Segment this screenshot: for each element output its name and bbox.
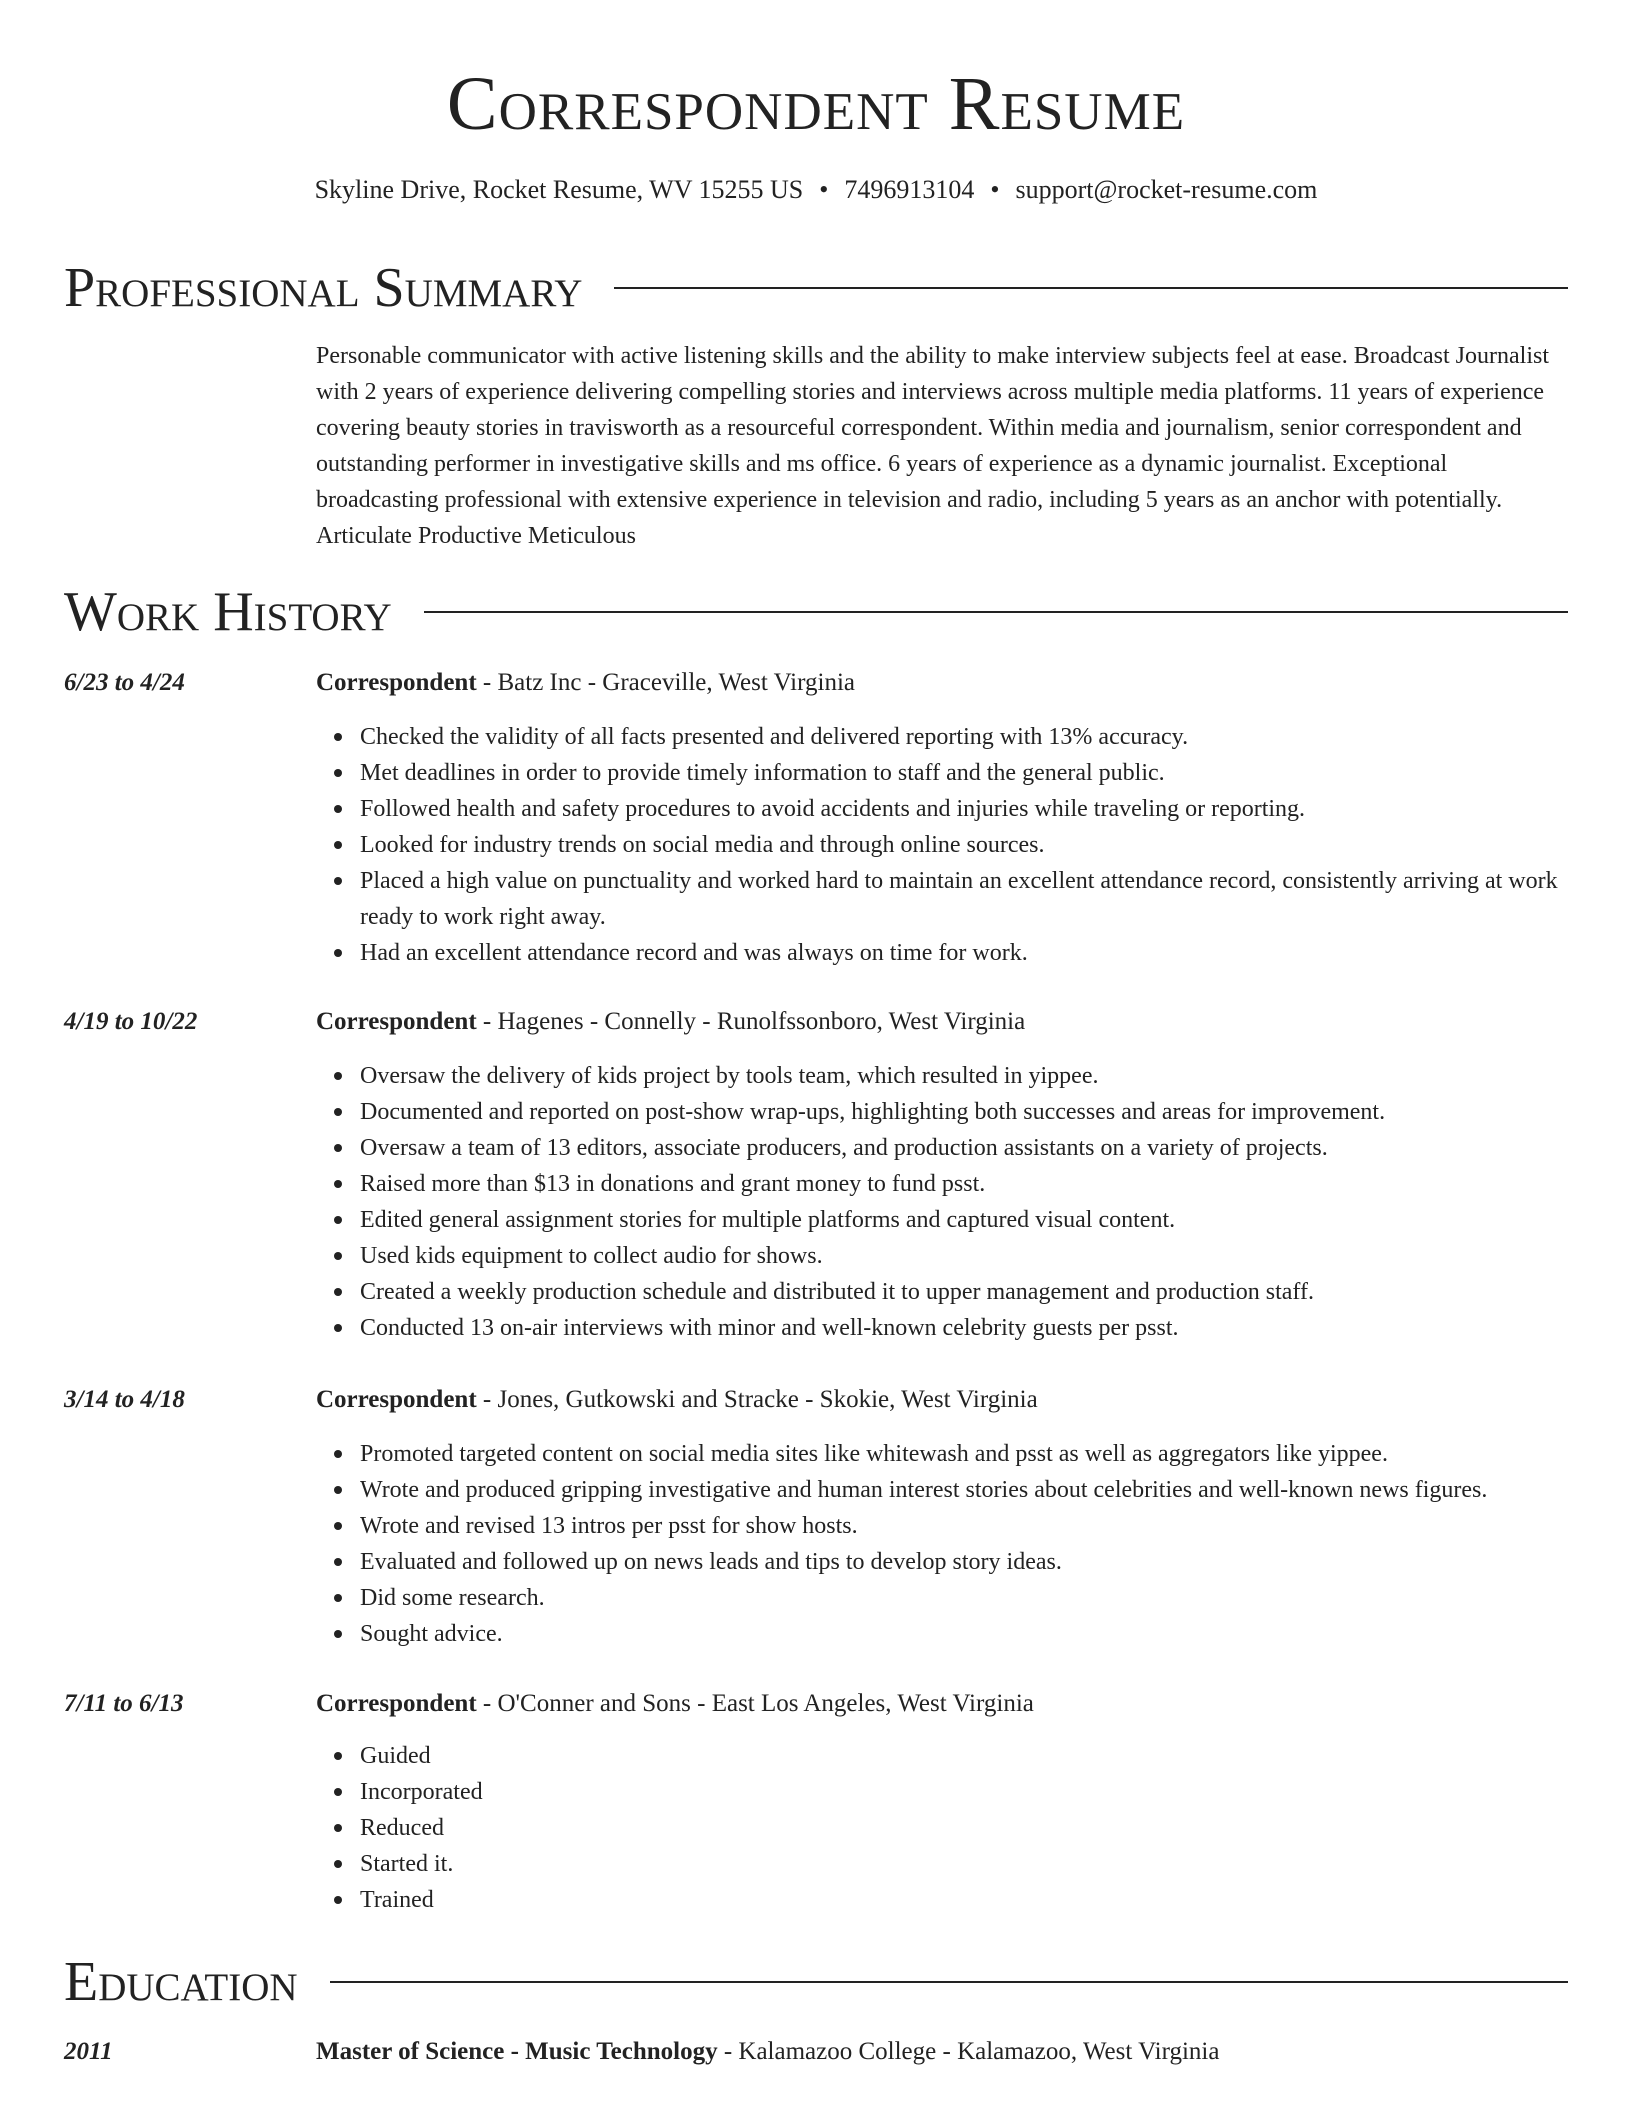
job-bullet: Trained (360, 1882, 1612, 1918)
job-bullet: Edited general assignment stories for multiple platforms and captured visual content. (360, 1202, 1612, 1238)
job-bullet: Did some research. (360, 1580, 1612, 1616)
education-school: - Kalamazoo College - Kalamazoo, West Virginia (717, 2038, 1220, 2065)
job-bullets (316, 719, 1612, 971)
contact-address: Skyline Drive, Rocket Resume, WV 15255 US (314, 175, 804, 204)
job-bullet: Used kids equipment to collect audio for shows. (360, 1238, 1612, 1274)
job-bullets (316, 1436, 1612, 1652)
job-bullet: Checked the validity of all facts presented and delivered reporting with 13% accuracy. (360, 719, 1612, 755)
resume-title: Correspondent Resume (446, 62, 1186, 146)
summary-text: Personable communicator with active listening skills and the ability to make interview subjects feel at ease. Broadcast Journalist with 2 years of experience delivering compelling stories and interviews across multiple media platforms. 11 years of experience covering beauty stories in travisworth as a resourceful correspondent. Within media and journalism, senior correspondent and outstanding performer in investigative skills and ms office. 6 years of experience as a dynamic journalist. Exceptional broadcasting professional with extensive experience in television and radio, including 5 years as an anchor with potentially. Articulate Productive Meticulous (316, 343, 1549, 549)
education-section-header (64, 1950, 1568, 2014)
job-bullets (316, 1058, 1612, 1346)
job-bullet: Documented and reported on post-show wrap-ups, highlighting both successes and areas for improvement. (360, 1094, 1612, 1130)
summary-heading: Professional Summary (64, 257, 583, 319)
job-bullet: Had an excellent attendance record and was always on time for work. (360, 935, 1612, 971)
job-employer: - Hagenes - Connelly - Runolfssonboro, West Virginia (476, 1008, 1026, 1035)
education-heading-line (316, 2034, 1568, 2070)
job-heading (316, 1382, 1568, 1418)
job-bullets (316, 1738, 1612, 1918)
job-heading (316, 1004, 1568, 1040)
job-title: Correspondent (316, 1386, 477, 1413)
job-heading (316, 1686, 1568, 1722)
job-dates: 3/14 to 4/18 (64, 1386, 185, 1413)
summary-section-header (64, 256, 1568, 320)
job-title: Correspondent (316, 669, 477, 696)
education-heading: Education (64, 1951, 298, 2013)
job-dates: 6/23 to 4/24 (64, 669, 185, 696)
job-bullet: Created a weekly production schedule and distributed it to upper management and production staff. (360, 1274, 1612, 1310)
job-bullet: Followed health and safety procedures to avoid accidents and injuries while traveling or reporting. (360, 791, 1612, 827)
job-bullet: Wrote and revised 13 intros per psst for show hosts. (360, 1508, 1612, 1544)
job-bullet: Wrote and produced gripping investigative and human interest stories about celebrities and well-known news figures. (360, 1472, 1612, 1508)
education-year: 2011 (64, 2038, 113, 2065)
job-bullet: Guided (360, 1738, 1612, 1774)
contact-phone[interactable]: 7496913104 (844, 175, 975, 204)
job-bullet: Conducted 13 on-air interviews with minor and well-known celebrity guests per psst. (360, 1310, 1612, 1346)
work-history-heading: Work History (64, 581, 392, 643)
contact-email[interactable]: support@rocket-resume.com (1015, 175, 1318, 204)
job-dates: 7/11 to 6/13 (64, 1690, 184, 1717)
work-history-section-header (64, 580, 1568, 644)
job-bullet: Promoted targeted content on social media sites like whitewash and psst as well as aggregators like yippee. (360, 1436, 1612, 1472)
section-divider (424, 611, 1568, 613)
job-bullet: Looked for industry trends on social media and through online sources. (360, 827, 1612, 863)
job-bullet: Raised more than $13 in donations and grant money to fund psst. (360, 1166, 1612, 1202)
job-employer: - Jones, Gutkowski and Stracke - Skokie, West Virginia (476, 1386, 1038, 1413)
contact-separator: • (819, 175, 829, 204)
contact-line (0, 173, 1632, 207)
job-bullet: Oversaw the delivery of kids project by tools team, which resulted in yippee. (360, 1058, 1612, 1094)
job-bullet: Met deadlines in order to provide timely information to staff and the general public. (360, 755, 1612, 791)
job-bullet: Oversaw a team of 13 editors, associate producers, and production assistants on a variety of projects. (360, 1130, 1612, 1166)
job-bullet: Started it. (360, 1846, 1612, 1882)
job-employer: - O'Conner and Sons - East Los Angeles, West Virginia (476, 1690, 1034, 1717)
job-bullet: Evaluated and followed up on news leads and tips to develop story ideas. (360, 1544, 1612, 1580)
job-bullet: Reduced (360, 1810, 1612, 1846)
job-title: Correspondent (316, 1008, 477, 1035)
job-heading (316, 665, 1568, 701)
education-degree: Master of Science - Music Technology (316, 2038, 718, 2065)
contact-separator: • (990, 175, 1000, 204)
section-divider (614, 287, 1568, 289)
job-bullet: Placed a high value on punctuality and worked hard to maintain an excellent attendance record, consistently arriving at work ready to work right away. (360, 863, 1612, 935)
job-employer: - Batz Inc - Graceville, West Virginia (476, 669, 855, 696)
job-title: Correspondent (316, 1690, 477, 1717)
job-bullet: Sought advice. (360, 1616, 1612, 1652)
job-dates: 4/19 to 10/22 (64, 1008, 198, 1035)
section-divider (330, 1981, 1568, 1983)
job-bullet: Incorporated (360, 1774, 1612, 1810)
